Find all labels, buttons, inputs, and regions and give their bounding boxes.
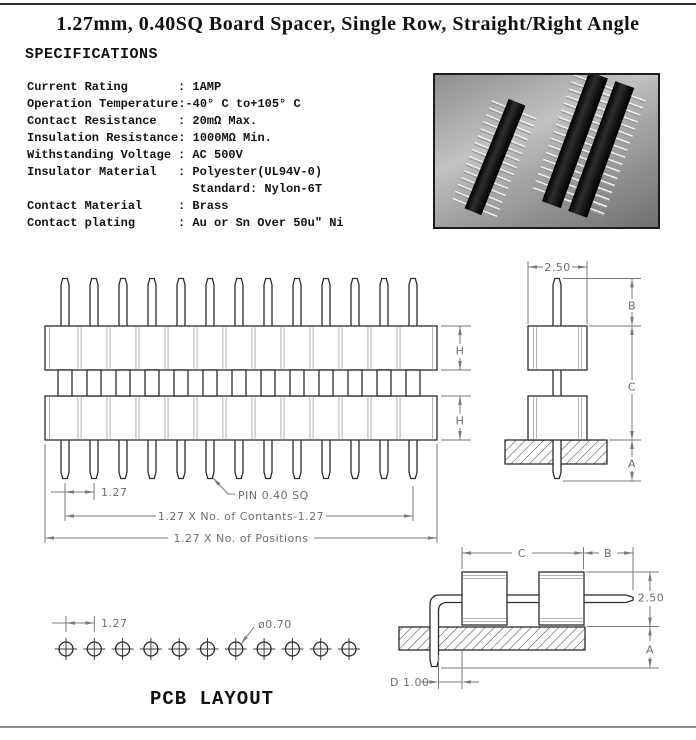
pin-bottom bbox=[322, 439, 330, 479]
pin-top bbox=[351, 279, 359, 328]
arrowhead bbox=[648, 627, 652, 636]
dim-h-lower: H bbox=[455, 414, 465, 428]
pin-top bbox=[119, 279, 127, 328]
pin-shoulder bbox=[87, 370, 101, 396]
arrowhead bbox=[578, 265, 587, 269]
dim-hole-dia: ø0.70 bbox=[258, 618, 292, 631]
pin-bottom bbox=[206, 439, 214, 479]
arrowhead bbox=[85, 621, 94, 625]
page-title: 1.27mm, 0.40SQ Board Spacer, Single Row, Straight/Right Angle bbox=[56, 13, 640, 35]
spacer-bar-upper bbox=[45, 326, 437, 370]
pin-top bbox=[206, 279, 214, 328]
arrowhead bbox=[462, 680, 471, 684]
pcb-board bbox=[399, 627, 585, 650]
arrowhead bbox=[630, 440, 634, 449]
arrowhead bbox=[66, 621, 75, 625]
pin-top bbox=[322, 279, 330, 328]
dim-side-b: B bbox=[627, 299, 637, 313]
spec-value: : 1AMP bbox=[178, 80, 222, 94]
spec-label: Insulation Resistance bbox=[27, 131, 179, 145]
dim-side-width: 2.50 bbox=[544, 261, 571, 274]
specifications-heading: SPECIFICATIONS bbox=[25, 46, 159, 63]
pin-bottom bbox=[264, 439, 272, 479]
spec-value: Standard: Nylon-6T bbox=[178, 182, 323, 196]
arrowhead bbox=[458, 326, 462, 335]
arrowhead bbox=[430, 680, 439, 684]
pin-shoulder bbox=[232, 370, 246, 396]
pin-bottom bbox=[235, 439, 243, 479]
dim-front-pitch: 1.27 bbox=[101, 486, 128, 499]
pin-top bbox=[177, 279, 185, 328]
pin-top bbox=[409, 279, 417, 328]
arrowhead bbox=[404, 514, 413, 518]
pin-top bbox=[90, 279, 98, 328]
pin-bottom bbox=[293, 439, 301, 479]
pin-top bbox=[293, 279, 301, 328]
dim-pcb-pitch: 1.27 bbox=[101, 617, 128, 630]
pin-bottom bbox=[119, 439, 127, 479]
arrowhead bbox=[428, 536, 437, 540]
dim-ra-a: A bbox=[645, 643, 655, 657]
pin-side bbox=[553, 279, 561, 479]
pin-bottom bbox=[380, 439, 388, 479]
spec-value: : Polyester(UL94V-0) bbox=[178, 165, 323, 179]
arrowhead bbox=[630, 317, 634, 326]
pin-top bbox=[235, 279, 243, 328]
bottom-border-line bbox=[0, 726, 696, 728]
pin-size-label: PIN 0.40 SQ bbox=[238, 489, 309, 502]
arrowhead bbox=[630, 472, 634, 481]
arrowhead bbox=[584, 551, 593, 555]
spec-value: : Au or Sn Over 50u" Ni bbox=[178, 216, 344, 230]
spec-label: Insulator Material bbox=[27, 165, 157, 179]
pin-shoulder bbox=[203, 370, 217, 396]
pin-bottom bbox=[177, 439, 185, 479]
pin-shoulder bbox=[145, 370, 159, 396]
pin-shoulder bbox=[174, 370, 188, 396]
dim-side-a: A bbox=[627, 457, 637, 471]
spec-value: : 1000MΩ Min. bbox=[178, 131, 272, 145]
pin-shoulder bbox=[348, 370, 362, 396]
pin-bottom bbox=[90, 439, 98, 479]
arrowhead bbox=[528, 265, 537, 269]
dim-side-c: C bbox=[627, 380, 637, 394]
arrowhead bbox=[85, 490, 94, 494]
spacer-block-left bbox=[462, 572, 507, 625]
dim-ra-250: 2.50 bbox=[637, 591, 665, 605]
arrowhead bbox=[630, 279, 634, 288]
spec-label: Operation Temperature bbox=[27, 97, 179, 111]
pin-top bbox=[148, 279, 156, 328]
spec-label: Contact Resistance bbox=[27, 114, 157, 128]
arrowhead bbox=[648, 618, 652, 627]
pin-top bbox=[61, 279, 69, 328]
arrowhead bbox=[65, 490, 74, 494]
arrowhead bbox=[458, 361, 462, 370]
spacer-bar-lower bbox=[45, 396, 437, 440]
dim-positions: 1.27 X No. of Positions bbox=[173, 532, 309, 545]
dim-ra-b: B bbox=[603, 547, 613, 560]
arrowhead bbox=[65, 514, 74, 518]
arrowhead bbox=[575, 551, 584, 555]
dim-contacts: 1.27 X No. of Contants-1.27 bbox=[157, 510, 325, 523]
spec-label: Contact Material bbox=[27, 199, 143, 213]
pin-top bbox=[380, 279, 388, 328]
dim-ra-d: D 1.00 bbox=[390, 676, 430, 689]
spec-value: : 20mΩ Max. bbox=[178, 114, 258, 128]
pin-shoulder bbox=[406, 370, 420, 396]
arrowhead bbox=[648, 572, 652, 581]
pin-shoulder bbox=[377, 370, 391, 396]
spec-label: Current Rating bbox=[27, 80, 128, 94]
arrowhead bbox=[45, 536, 54, 540]
dim-ra-c: C bbox=[517, 547, 527, 560]
arrowhead bbox=[624, 551, 633, 555]
spacer-block-right bbox=[539, 572, 584, 625]
pin-bottom bbox=[351, 439, 359, 479]
arrowhead bbox=[462, 551, 471, 555]
pin-shoulder bbox=[116, 370, 130, 396]
pin-bottom bbox=[61, 439, 69, 479]
spec-label: Contact plating bbox=[27, 216, 136, 230]
spec-label: Withstanding Voltage bbox=[27, 148, 172, 162]
pin-bottom bbox=[148, 439, 156, 479]
pin-shoulder bbox=[261, 370, 275, 396]
spec-value: :-40° C to+105° C bbox=[178, 97, 301, 111]
arrowhead bbox=[458, 396, 462, 405]
pin-shoulder bbox=[290, 370, 304, 396]
pin-shoulder bbox=[319, 370, 333, 396]
pin-top bbox=[264, 279, 272, 328]
pcb-layout-caption: PCB LAYOUT bbox=[149, 688, 275, 710]
arrowhead bbox=[630, 326, 634, 335]
spec-value: : Brass bbox=[178, 199, 229, 213]
arrowhead bbox=[630, 431, 634, 440]
dim-h-upper: H bbox=[455, 344, 465, 358]
pin-bottom bbox=[409, 439, 417, 479]
arrowhead bbox=[648, 659, 652, 668]
arrowhead bbox=[458, 431, 462, 440]
spec-value: : AC 500V bbox=[178, 148, 243, 162]
pin-shoulder bbox=[58, 370, 72, 396]
